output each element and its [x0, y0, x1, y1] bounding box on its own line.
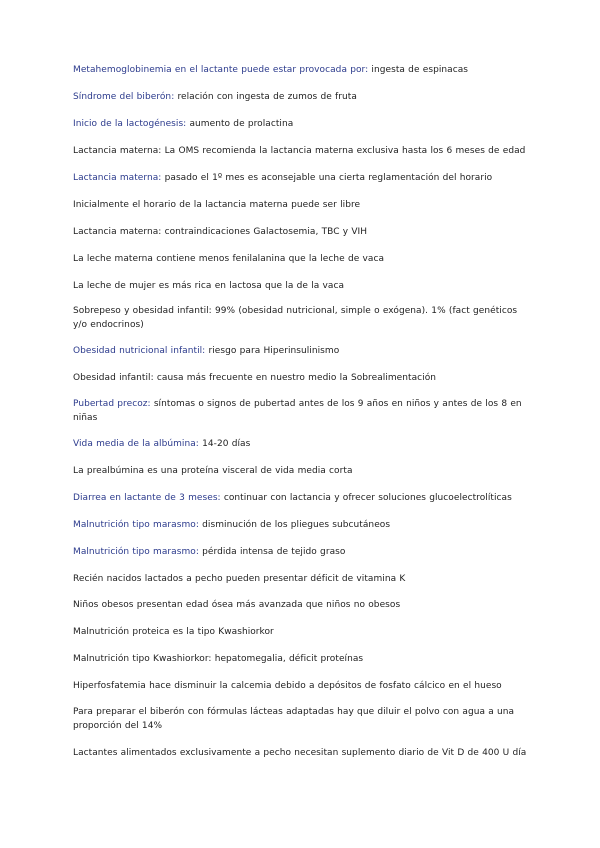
note-text: Lactantes alimentados exclusivamente a pecho necesitan suplemento diario de Vit D de 400 U día [73, 748, 527, 758]
note-text: Recién nacidos lactados a pecho pueden presentar déficit de vitamina K [73, 574, 406, 584]
note-text: pérdida intensa de tejido graso [198, 547, 346, 557]
note-text: Inicialmente el horario de la lactancia materna puede ser libre [73, 200, 361, 210]
note-text: Obesidad infantil: causa más frecuente en nuestro medio la Sobrealimentación [73, 373, 437, 383]
note-line [73, 305, 528, 332]
note-line [73, 599, 528, 613]
note-line [73, 118, 528, 132]
note-term: Obesidad nutricional infantil: [73, 346, 206, 356]
note-text: continuar con lactancia y ofrecer soluciones glucoelectrolíticas [220, 493, 512, 503]
note-line [73, 438, 528, 452]
note-text: disminución de los pliegues subcutáneos [198, 520, 391, 530]
note-term: Diarrea en lactante de 3 meses: [73, 493, 221, 503]
note-text: Niños obesos presentan edad ósea más avanzada que niños no obesos [73, 600, 401, 610]
note-line [73, 546, 528, 560]
note-line [73, 91, 528, 105]
note-text: 14-20 días [198, 439, 251, 449]
note-text: pasado el 1º mes es aconsejable una cierta reglamentación del horario [161, 173, 493, 183]
note-term: Pubertad precoz: [73, 399, 151, 409]
note-text: ingesta de espinacas [368, 65, 468, 75]
note-text: Malnutrición tipo Kwashiorkor: hepatomegalia, déficit proteínas [73, 654, 364, 664]
note-line [73, 145, 528, 159]
note-line [73, 573, 528, 587]
note-term: Malnutrición tipo marasmo: [73, 547, 199, 557]
note-line [73, 64, 528, 78]
note-line [73, 706, 528, 733]
note-term: Vida media de la albúmina: [73, 439, 199, 449]
note-line [73, 226, 528, 240]
note-line [73, 345, 528, 359]
note-line [73, 199, 528, 213]
note-line [73, 372, 528, 386]
note-text: Sobrepeso y obesidad infantil: 99% (obesidad nutricional, simple o exógena). 1% (fact genéticos y/o endocrinos) [73, 306, 518, 330]
note-line [73, 253, 528, 267]
note-line [73, 172, 528, 186]
note-text: Hiperfosfatemia hace disminuir la calcemia debido a depósitos de fosfato cálcico en el hueso [73, 681, 502, 691]
note-text: La leche de mujer es más rica en lactosa que la de la vaca [73, 281, 345, 291]
note-term: Lactancia materna: [73, 173, 162, 183]
note-term: Malnutrición tipo marasmo: [73, 520, 199, 530]
note-text: La prealbúmina es una proteína visceral de vida media corta [73, 466, 353, 476]
note-line [73, 519, 528, 533]
note-term: Metahemoglobinemia en el lactante puede estar provocada por: [73, 65, 369, 75]
note-line [73, 492, 528, 506]
note-line [73, 680, 528, 694]
note-term: Inicio de la lactogénesis: [73, 119, 187, 129]
note-text: Malnutrición proteica es la tipo Kwashiorkor [73, 627, 274, 637]
note-term: Síndrome del biberón: [73, 92, 175, 102]
note-line [73, 280, 528, 294]
note-line [73, 465, 528, 479]
note-text: riesgo para Hiperinsulinismo [205, 346, 340, 356]
note-text: relación con ingesta de zumos de fruta [174, 92, 357, 102]
note-text: aumento de prolactina [186, 119, 294, 129]
note-line [73, 747, 528, 761]
note-text: La leche materna contiene menos fenilalanina que la leche de vaca [73, 254, 385, 264]
note-text: Para preparar el biberón con fórmulas lácteas adaptadas hay que diluir el polvo con agua a una proporción del 14% [73, 707, 515, 731]
note-line [73, 398, 528, 425]
note-text: Lactancia materna: La OMS recomienda la lactancia materna exclusiva hasta los 6 meses de edad [73, 146, 526, 156]
note-text: síntomas o signos de pubertad antes de los 9 años en niños y antes de los 8 en niñas [73, 399, 522, 423]
note-line [73, 653, 528, 667]
note-text: Lactancia materna: contraindicaciones Galactosemia, TBC y VIH [73, 227, 368, 237]
note-line [73, 626, 528, 640]
